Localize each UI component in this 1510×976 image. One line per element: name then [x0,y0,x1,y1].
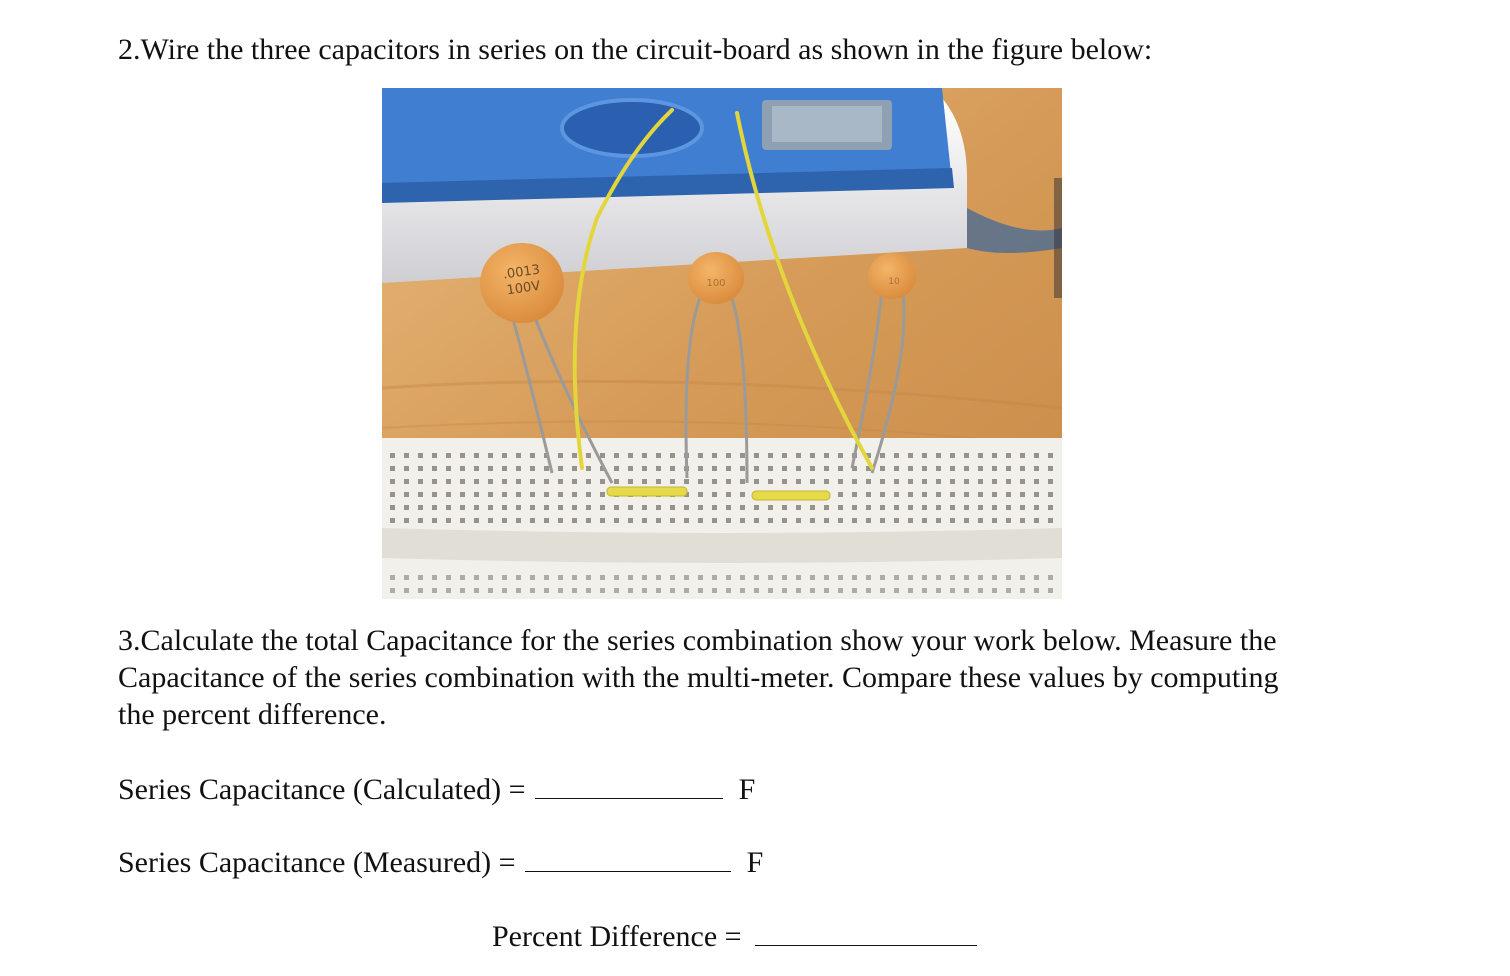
measured-label: Series Capacitance (Measured) = [118,846,516,879]
step-3-instruction [118,622,1378,733]
measured-unit: F [746,846,764,879]
breadboard [382,438,1062,599]
percent-row [492,917,977,955]
circuit-board-photo [382,88,1062,599]
percent-label: Percent Difference = [492,920,742,953]
calculated-label: Series Capacitance (Calculated) = [118,773,526,806]
cap-3-value: 10 [888,277,900,287]
capacitor-1 [480,243,564,323]
calculated-unit: F [738,773,756,806]
step-3-line-1: 3.Calculate the total Capacitance for the series combination show your work below. Measure the [118,624,1277,657]
capacitor-2 [688,252,744,304]
measured-row [118,843,763,881]
cap-2-value: 100 [706,278,726,289]
step-2-instruction: 2.Wire the three capacitors in series on the circuit-board as shown in the figure below: [118,33,1153,66]
capacitor-3 [868,253,916,299]
calculated-row [118,770,755,808]
cap-1-voltage: 100V [505,278,542,299]
cap-1-value: .0013 [502,262,541,283]
calculated-answer-blank[interactable] [535,770,723,799]
step-3-line-2: Capacitance of the series combination with the multi-meter. Compare these values by computing [118,661,1279,694]
measured-answer-blank[interactable] [525,843,731,872]
step-3-line-3: the percent difference. [118,698,387,731]
percent-answer-blank[interactable] [755,917,977,946]
